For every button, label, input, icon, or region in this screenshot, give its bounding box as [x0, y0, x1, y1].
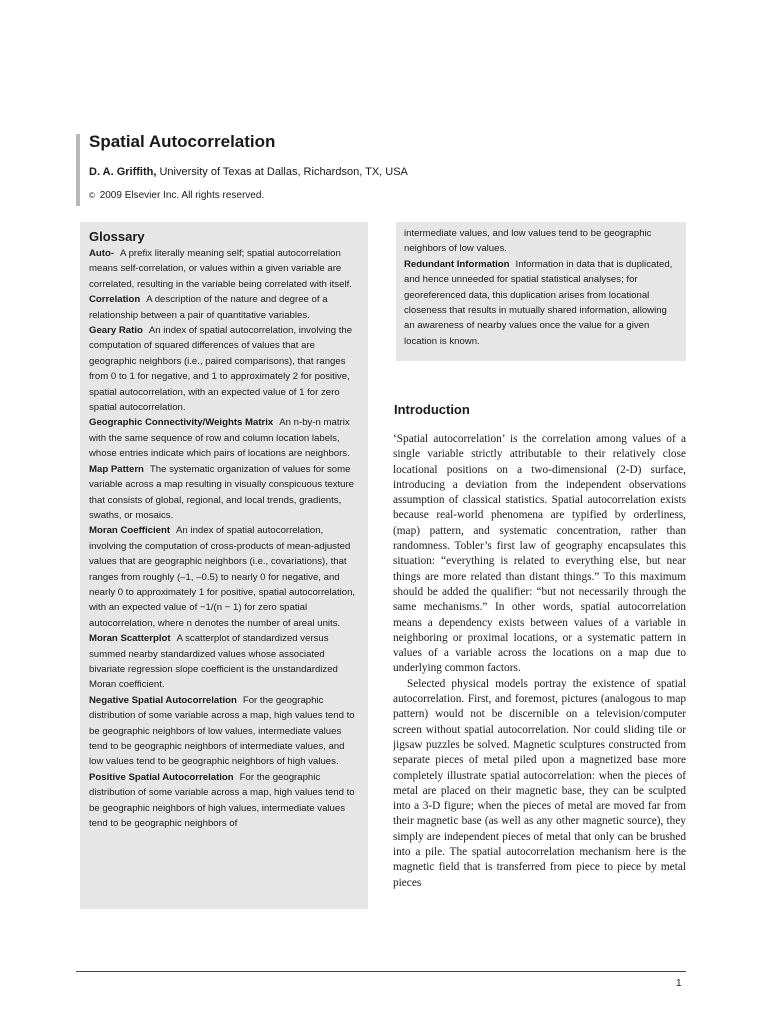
glossary-term: Map Pattern [89, 463, 144, 475]
glossary-term: Negative Spatial Autocorrelation [89, 694, 237, 706]
glossary-definition: A description of the nature and degree of a relationship between a pair of quantitative variables. [89, 294, 328, 321]
glossary-continuation: intermediate values, and low values tend to be geographic neighbors of low values. [404, 228, 652, 255]
glossary-definition: A scatterplot of standardized versus summed nearby standardized values whose associated bivariate regression slope coefficient is the unstandardized Moran coefficient. [89, 633, 338, 691]
glossary-definition: An index of spatial autocorrelation, involving the computation of squared differences of values that are geographic neighbors (i.e., paired comparisons), that ranges from 0 to 1 for negative, and 1 to approximately 2 for positive, spatial autocorrelation, with an expected value of 1 for zero spatial autocorrelation. [89, 325, 353, 414]
copyright-line [89, 190, 264, 201]
glossary-box [80, 222, 368, 909]
glossary-definition: For the geographic distribution of some variable across a map, high values tend to be geographic neighbors of high values, intermediate values tend to be geographic neighbors of [89, 771, 355, 830]
glossary-entry-geary-ratio [89, 323, 360, 415]
glossary-box-continued [396, 222, 686, 361]
introduction-body [393, 432, 686, 932]
body-paragraph: ‘Spatial autocorrelation’ is the correlation among values of a single variable strictly attributable to their relatively close locational positions on a two-dimensional (2-D) surface, introducing a deviation from the independent observations assumption of classical statistics. Spatial autocorrelation exists because real-world phenomena are typified by orderliness, (map) pattern, and systematic concentration, rather than randomness. Tobler’s first law of geography encapsulates this situation: “everything is related to everything else, but near things are more related than distant things.” To this maximum should be added the qualifier: “but not necessarily through the same mechanisms.” In other words, spatial autocorrelation means a dependency exists between values of a variable in neighboring or proximal locations, or a systematic pattern in values of a variable across the locations on a map due to underlying common factors. [393, 433, 686, 675]
author-name: D. A. Griffith, [89, 166, 157, 178]
glossary-term: Geographic Connectivity/Weights Matrix [89, 417, 274, 429]
glossary-term: Correlation [89, 294, 141, 306]
glossary-entry-redundant-information [404, 257, 678, 349]
glossary-entry-moran-coefficient [89, 523, 360, 631]
header-accent-bar [76, 134, 80, 206]
glossary-definition: For the geographic distribution of some variable across a map, high values tend to be geographic neighbors of low values, intermediate values tend to be geographic neighbors of intermediate values, and low values tend to be geographic neighbors of high values. [89, 694, 355, 768]
glossary-definition: A prefix literally meaning self; spatial autocorrelation means self-correlation, or values within a given variable are correlated, resulting in the variable being correlated with itself. [89, 248, 352, 290]
author-line [89, 166, 408, 178]
body-paragraph: Selected physical models portray the existence of spatial autocorrelation. First, and foremost, pictures (analogous to map pattern) would not be discernible on a television/computer screen without spatial autocorrelation. Nor could sliding tile or jigsaw puzzles be solved. Magnetic sculptures constructed from separate pieces of metal piled upon a magnetized base more completely illustrate spatial autocorrelation: when the pieces of metal are placed on their magnetic base, they can be sculpted into a 3-D figure; when the pieces of metal are moved far from their magnetic base (as well as any other magnetic source), they simply are independent pieces of metal that only can be brushed into a pile. The spatial autocorrelation mechanism here is the magnetic field that is transferred from piece to piece by metal pieces [393, 677, 686, 889]
glossary-definition: Information in data that is duplicated, and hence unneeded for spatial statistical analyses; for georeferenced data, this duplication arises from locational closeness that results in mutually shared information, allowing an awareness of nearby values once the value for a given location is known. [404, 258, 673, 347]
glossary-term: Auto- [89, 248, 115, 259]
glossary-definition: The systematic organization of values for some variable across a map resulting in visually conspicuous texture that consists of global, regional, and local trends, gradients, swaths, or mosaics. [89, 463, 355, 521]
glossary-entry-correlation [89, 292, 360, 323]
glossary-term: Moran Scatterplot [89, 633, 171, 645]
glossary-term: Positive Spatial Autocorrelation [89, 771, 234, 783]
glossary-entry-moran-scatterplot [89, 631, 360, 693]
glossary-term: Moran Coefficient [89, 525, 171, 537]
article-title: Spatial Autocorrelation [89, 132, 276, 151]
footer-rule [76, 971, 686, 972]
page-number: 1 [676, 978, 682, 989]
section-heading-introduction: Introduction [394, 402, 470, 417]
glossary-heading: Glossary [89, 229, 145, 244]
copyright-symbol: © [89, 191, 95, 200]
glossary-entry-auto [89, 246, 360, 292]
glossary-entry-weights-matrix [89, 415, 360, 461]
author-affiliation: University of Texas at Dallas, Richardson, TX, USA [156, 166, 408, 178]
glossary-term: Redundant Information [404, 258, 510, 270]
copyright-text: 2009 Elsevier Inc. All rights reserved. [99, 190, 265, 201]
glossary-entry-map-pattern [89, 462, 360, 524]
glossary-definition: An index of spatial autocorrelation, involving the computation of cross-products of mean-adjusted values that are geographic neighbors (i.e., covariations), that ranges from roughly (–1, –0.5) to nearly 0 for negative, and nearly 0 to approximately 1 for positive, spatial autocorrelation, with an expected value of −1/(n − 1) for zero spatial autocorrelation, where n denotes the number of areal units. [89, 525, 356, 629]
glossary-entry-positive-spatial-autocorrelation [89, 770, 360, 832]
glossary-term: Geary Ratio [89, 325, 143, 337]
glossary-entry-negative-spatial-autocorrelation [89, 693, 360, 770]
glossary-definition: An n-by-n matrix with the same sequence of row and column location labels, whose entries indicate which pairs of locations are neighbors. [89, 417, 350, 460]
